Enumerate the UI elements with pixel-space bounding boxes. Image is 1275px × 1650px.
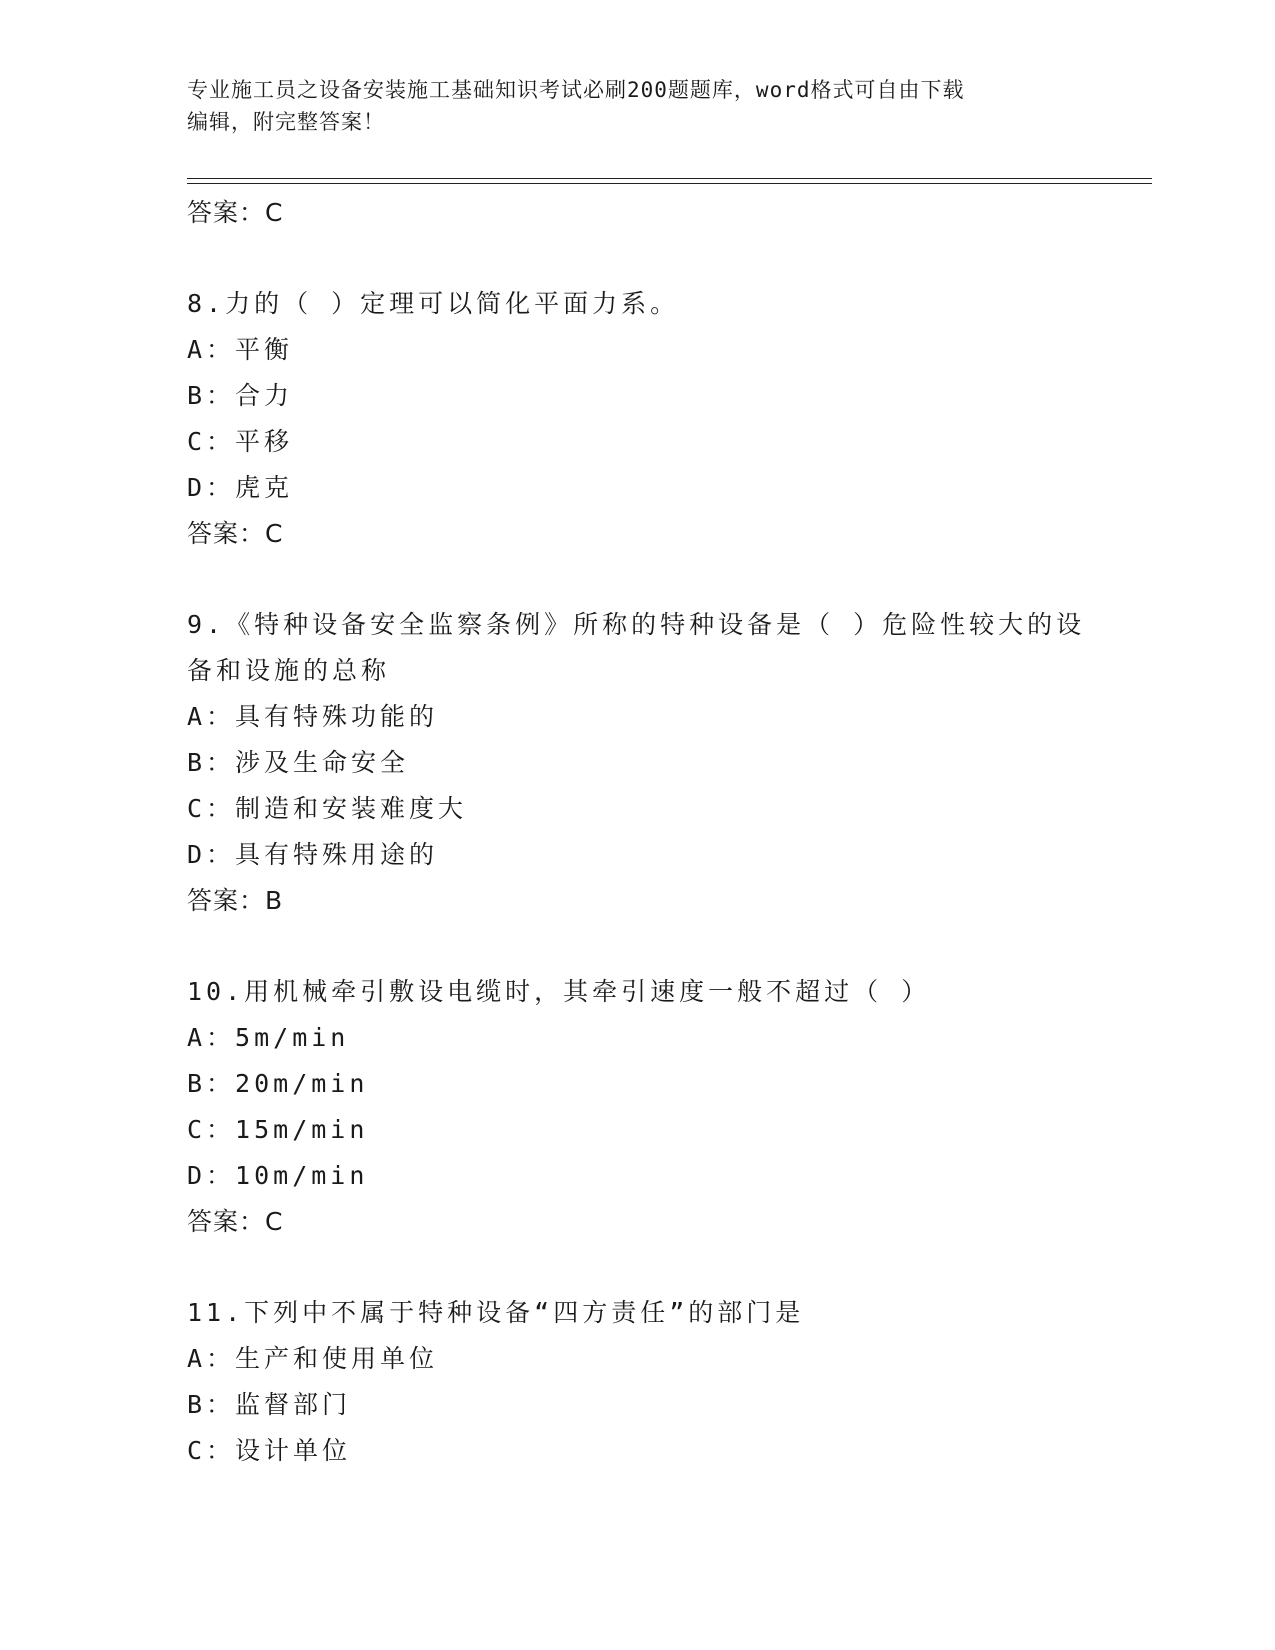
option-d: D：10m/min bbox=[187, 1161, 369, 1190]
answer-line: 答案：B bbox=[187, 886, 284, 915]
option-d: D：具有特殊用途的 bbox=[187, 840, 439, 869]
header-line-2: 编辑，附完整答案！ bbox=[187, 110, 385, 134]
spacer bbox=[187, 924, 1087, 969]
option-a: A：具有特殊功能的 bbox=[187, 702, 439, 731]
option-b: B：监督部门 bbox=[187, 1390, 352, 1419]
spacer bbox=[187, 557, 1087, 602]
header-line-1: 专业施工员之设备安装施工基础知识考试必刷200题题库，word格式可自由下载 bbox=[187, 78, 965, 102]
option-a: A：生产和使用单位 bbox=[187, 1344, 439, 1373]
option-b: B：涉及生命安全 bbox=[187, 748, 410, 777]
option-c: C：平移 bbox=[187, 427, 294, 456]
header-divider-bottom bbox=[187, 183, 1152, 184]
option-b: B：合力 bbox=[187, 381, 294, 410]
option-c: C：15m/min bbox=[187, 1115, 369, 1144]
answer-line: 答案：C bbox=[187, 1207, 284, 1236]
answer-line: 答案：C bbox=[187, 198, 284, 227]
question-stem: 8.力的（ ）定理可以简化平面力系。 bbox=[187, 289, 680, 318]
question-stem: 11.下列中不属于特种设备“四方责任”的部门是 bbox=[187, 1298, 805, 1327]
question-11 bbox=[187, 1290, 1087, 1474]
option-d: D：虎克 bbox=[187, 473, 294, 502]
question-stem: 10.用机械牵引敷设电缆时，其牵引速度一般不超过（ ） bbox=[187, 977, 931, 1006]
option-a: A：平衡 bbox=[187, 335, 294, 364]
answer-line: 答案：C bbox=[187, 519, 284, 548]
question-stem-line-2: 备和设施的总称 bbox=[187, 656, 391, 685]
question-list bbox=[187, 190, 1087, 1474]
option-c: C：设计单位 bbox=[187, 1436, 352, 1465]
question-9 bbox=[187, 602, 1087, 924]
question-stem-line-1: 9.《特种设备安全监察条例》所称的特种设备是（ ）危险性较大的设 bbox=[187, 610, 1086, 639]
option-a: A：5m/min bbox=[187, 1023, 350, 1052]
question-8 bbox=[187, 281, 1087, 557]
header-divider-top bbox=[187, 178, 1152, 179]
option-c: C：制造和安装难度大 bbox=[187, 794, 468, 823]
question-10 bbox=[187, 969, 1087, 1245]
spacer bbox=[187, 236, 1087, 281]
document-header bbox=[187, 74, 1067, 138]
option-b: B：20m/min bbox=[187, 1069, 369, 1098]
spacer bbox=[187, 1245, 1087, 1290]
